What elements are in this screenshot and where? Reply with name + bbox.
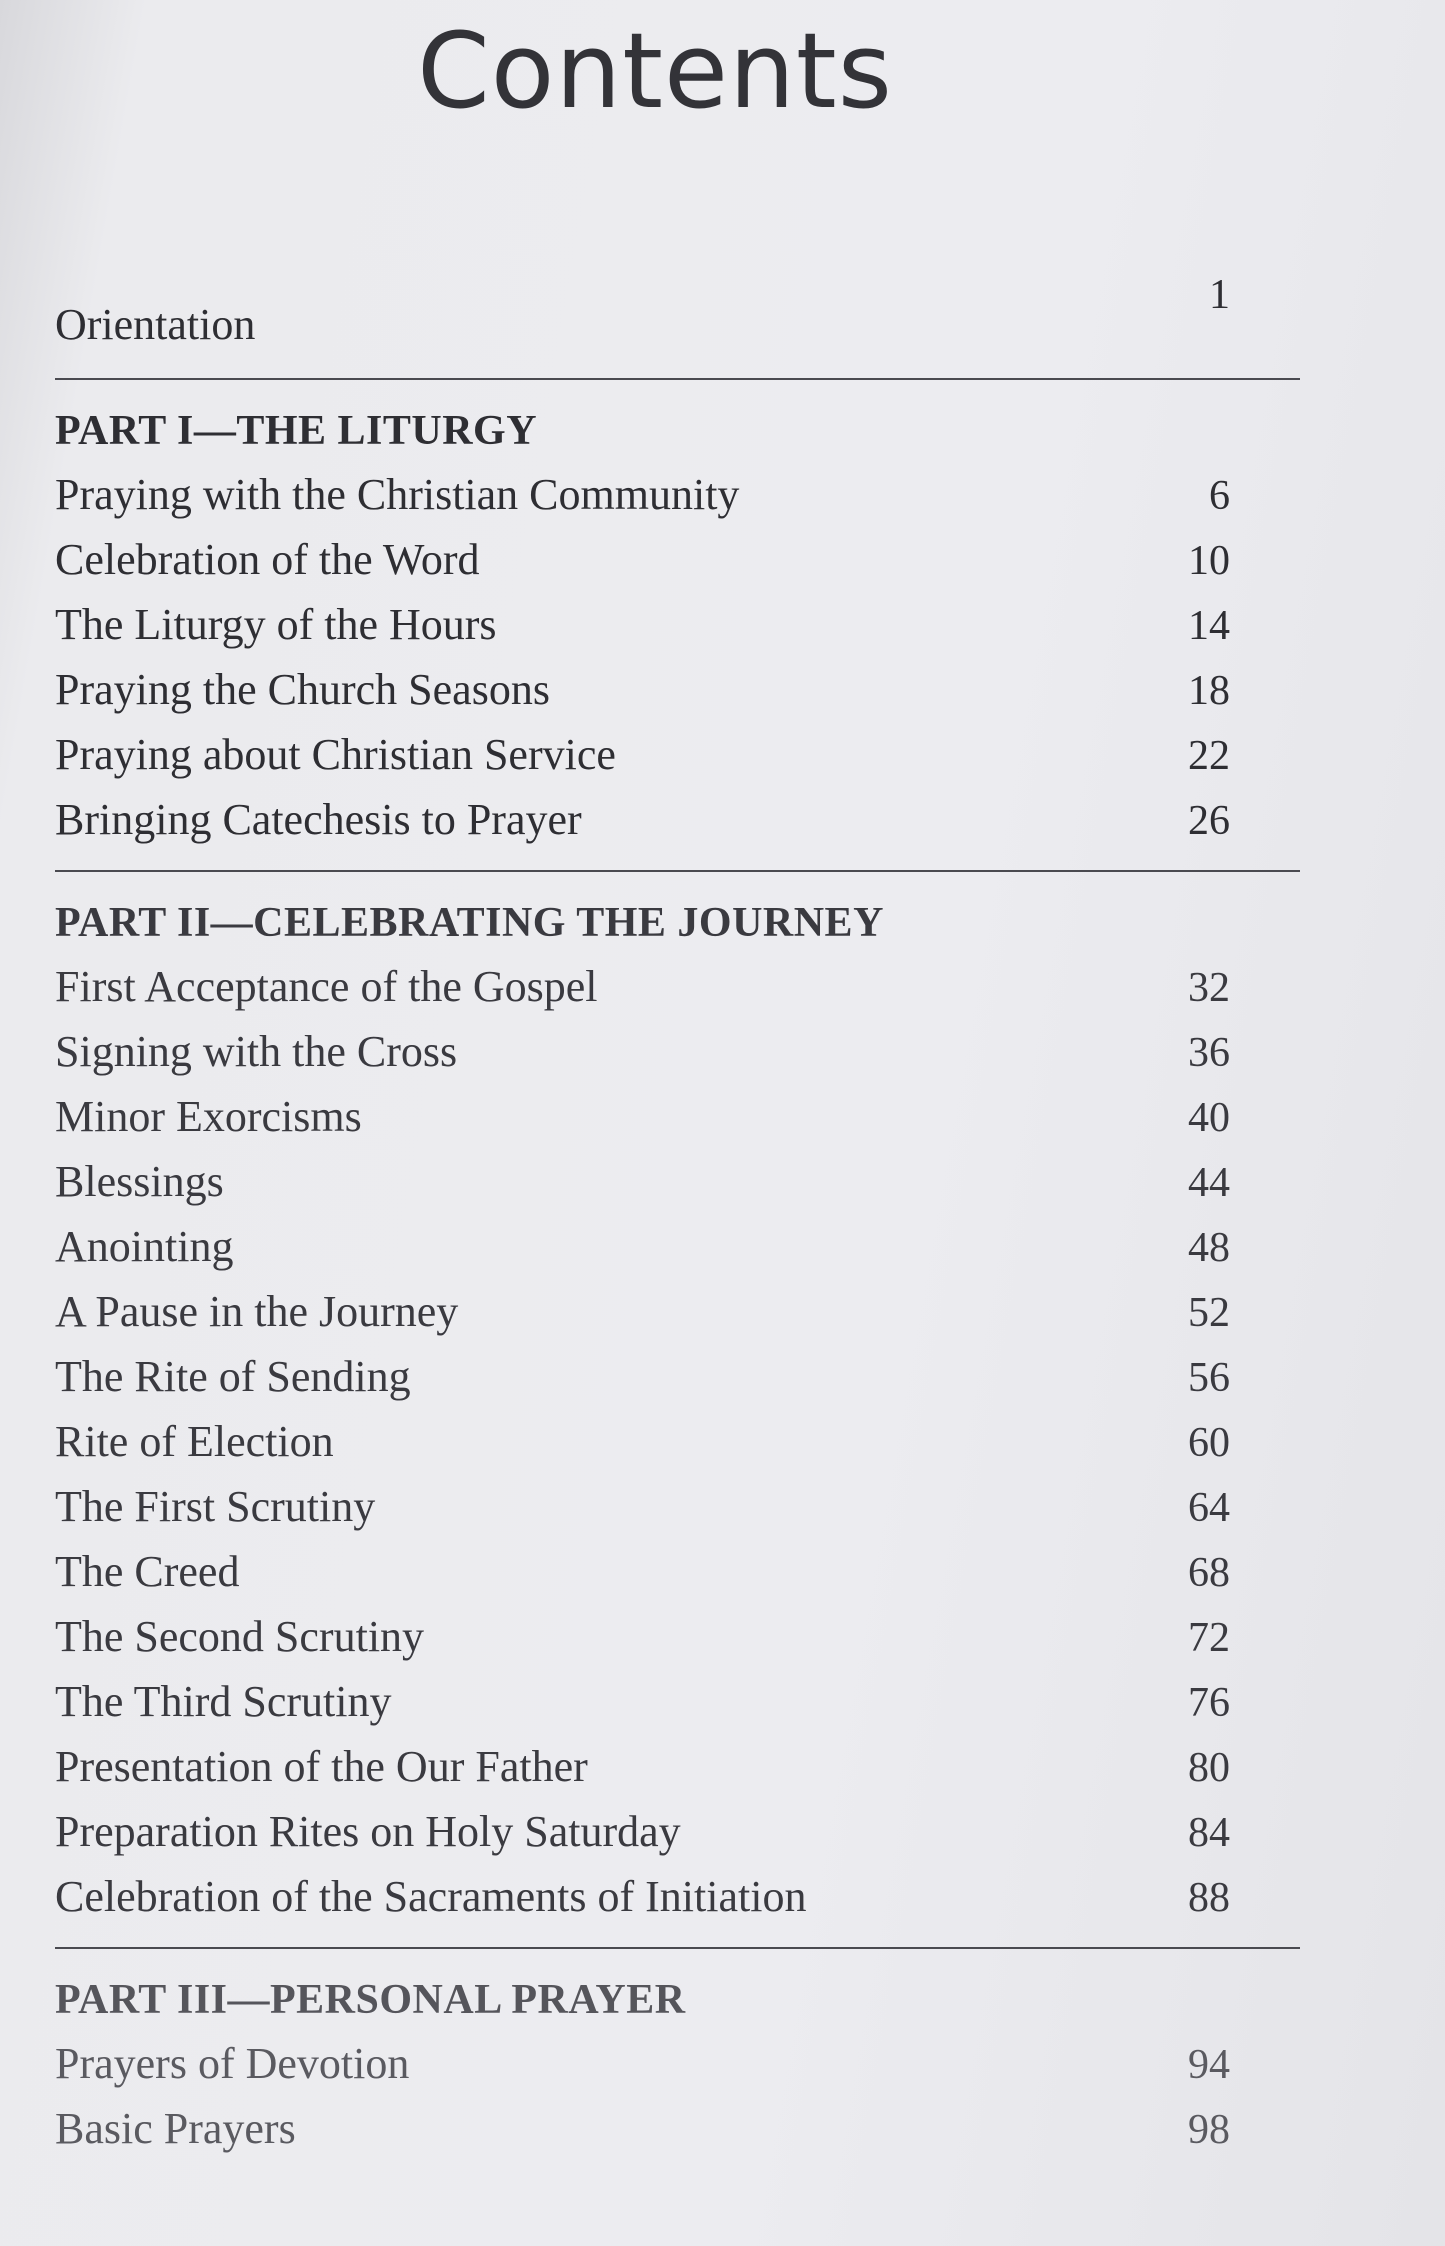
- toc-entry-label: First Acceptance of the Gospel: [55, 962, 598, 1011]
- toc-entry-label: The Creed: [55, 1547, 240, 1596]
- toc-entry[interactable]: [55, 1799, 1300, 1864]
- toc-entry[interactable]: [55, 1864, 1300, 1929]
- toc-entry[interactable]: [55, 1149, 1300, 1214]
- toc-entry[interactable]: [55, 1279, 1300, 1344]
- toc-entry-label: The Rite of Sending: [55, 1352, 411, 1401]
- toc-entry-label: Basic Prayers: [55, 2104, 296, 2153]
- toc-entry[interactable]: [55, 1019, 1300, 1084]
- part-1-heading: PART I—THE LITURGY: [55, 408, 538, 454]
- toc-entry-page: 36: [1188, 1030, 1230, 1076]
- toc-entry[interactable]: [55, 954, 1300, 1019]
- toc-entry-page: 26: [1188, 798, 1230, 844]
- toc-entry-page: 76: [1188, 1680, 1230, 1726]
- toc-entry-label: Celebration of the Sacraments of Initiation: [55, 1872, 807, 1921]
- toc-entry-page: 40: [1188, 1095, 1230, 1141]
- toc-entry[interactable]: [55, 1344, 1300, 1409]
- part-1-section: [55, 400, 1300, 872]
- toc-entry-page: 68: [1188, 1550, 1230, 1596]
- toc-entry[interactable]: [55, 2096, 1300, 2161]
- toc-entry[interactable]: [55, 1669, 1300, 1734]
- part-3-section: [55, 1969, 1300, 2179]
- toc-entry-page: 98: [1188, 2107, 1230, 2153]
- part-2-section: [55, 892, 1300, 1949]
- toc-entry-label: A Pause in the Journey: [55, 1287, 459, 1336]
- toc-entry-label: The Liturgy of the Hours: [55, 600, 497, 649]
- toc-entry-page: 72: [1188, 1615, 1230, 1661]
- toc-entry-label: Preparation Rites on Holy Saturday: [55, 1807, 681, 1856]
- toc-entry-label: Praying with the Christian Community: [55, 470, 740, 519]
- toc-entry-label: Blessings: [55, 1157, 224, 1206]
- toc-entry[interactable]: [55, 2031, 1300, 2096]
- toc-entry-orientation[interactable]: [55, 270, 1300, 360]
- toc-entry[interactable]: [55, 527, 1300, 592]
- toc-entry-page: 10: [1188, 538, 1230, 584]
- toc-entry-label: Prayers of Devotion: [55, 2039, 410, 2088]
- toc-entry-label: Orientation: [55, 300, 256, 349]
- toc-entry-label: Bringing Catechesis to Prayer: [55, 795, 582, 844]
- toc-entry-page: 14: [1188, 603, 1230, 649]
- toc-entry-page: 44: [1188, 1160, 1230, 1206]
- toc-entry-page: 32: [1188, 965, 1230, 1011]
- orientation-section: [55, 270, 1300, 380]
- toc-entry-label: The First Scrutiny: [55, 1482, 376, 1531]
- toc-entry-page: 1: [1209, 272, 1230, 318]
- part-2-heading: PART II—CELEBRATING THE JOURNEY: [55, 900, 884, 946]
- toc-entry-label: Anointing: [55, 1222, 234, 1271]
- toc-entry[interactable]: [55, 1214, 1300, 1279]
- toc-entry-label: Praying the Church Seasons: [55, 665, 550, 714]
- toc-entry-label: Presentation of the Our Father: [55, 1742, 588, 1791]
- toc-entry-page: 80: [1188, 1745, 1230, 1791]
- toc-entry-label: The Third Scrutiny: [55, 1677, 392, 1726]
- toc-entry-page: 18: [1188, 668, 1230, 714]
- toc-entry-label: Praying about Christian Service: [55, 730, 616, 779]
- toc-entry[interactable]: [55, 1539, 1300, 1604]
- toc-entry[interactable]: [55, 722, 1300, 787]
- toc-entry-page: 6: [1209, 473, 1230, 519]
- toc-entry-page: 60: [1188, 1420, 1230, 1466]
- toc-entry-page: 84: [1188, 1810, 1230, 1856]
- toc-entry[interactable]: [55, 1084, 1300, 1149]
- toc-entry[interactable]: [55, 592, 1300, 657]
- toc-entry[interactable]: [55, 1474, 1300, 1539]
- toc-entry-label: Minor Exorcisms: [55, 1092, 362, 1141]
- toc-entry[interactable]: [55, 1409, 1300, 1474]
- toc-entry-page: 88: [1188, 1875, 1230, 1921]
- toc-entry-label: Celebration of the Word: [55, 535, 480, 584]
- toc-entry[interactable]: [55, 1734, 1300, 1799]
- toc-entry-label: The Second Scrutiny: [55, 1612, 425, 1661]
- toc-entry-page: 48: [1188, 1225, 1230, 1271]
- table-of-contents: [55, 270, 1300, 2199]
- toc-entry-page: 56: [1188, 1355, 1230, 1401]
- toc-entry-page: 64: [1188, 1485, 1230, 1531]
- toc-entry[interactable]: [55, 657, 1300, 722]
- toc-entry-page: 52: [1188, 1290, 1230, 1336]
- toc-entry[interactable]: [55, 787, 1300, 852]
- page-title: Contents: [417, 10, 893, 132]
- toc-entry[interactable]: [55, 462, 1300, 527]
- toc-entry-label: Signing with the Cross: [55, 1027, 458, 1076]
- toc-entry-page: 22: [1188, 733, 1230, 779]
- toc-entry-page: 94: [1188, 2042, 1230, 2088]
- part-3-heading: PART III—PERSONAL PRAYER: [55, 1977, 686, 2023]
- toc-entry[interactable]: [55, 1604, 1300, 1669]
- toc-entry-label: Rite of Election: [55, 1417, 334, 1466]
